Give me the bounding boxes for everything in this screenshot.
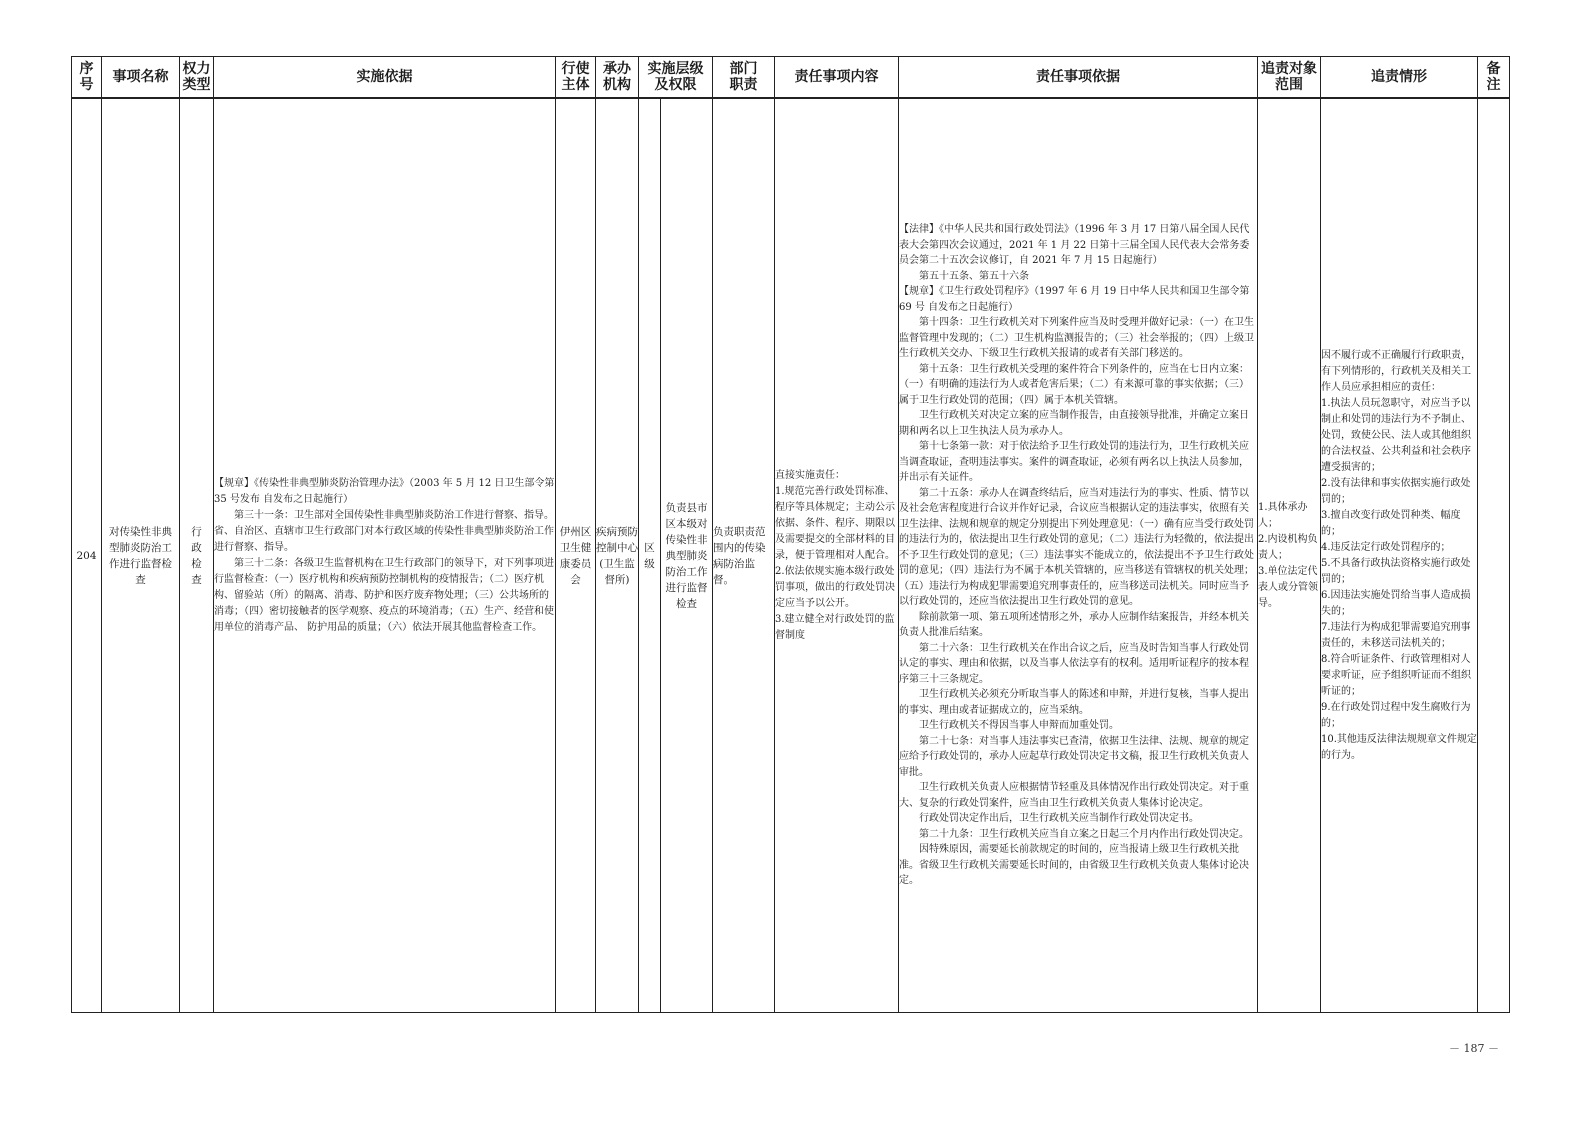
- resp-basis-paragraph: 第十五条：卫生行政机关受理的案件符合下列条件的，应当在七日内立案：（一）有明确的违法行为人或者危害后果；（二）有来源可靠的事实依据；（三）属于卫生行政处罚的范围；（四）属于本机关管辖。: [899, 363, 1249, 406]
- target-lines: [1258, 500, 1320, 612]
- cell-basis: [214, 98, 556, 1013]
- resp-content-line: 2.依法依规实施本级行政处罚事项，做出的行政处罚决定应当予以公开。: [775, 565, 895, 609]
- situation-line: 5.不具备行政执法资格实施行政处罚的；: [1321, 557, 1471, 585]
- resp-content-line: 3.建立健全对行政处罚的监督制度: [775, 613, 895, 641]
- cell-level-b: 负责县市区本级对传染性非典型肺炎防治工作进行监督检查: [661, 98, 713, 1013]
- cell-power-type: 行政检查: [180, 98, 214, 1013]
- resp-basis-paragraph: 第五十五条、第五十六条: [919, 270, 1029, 282]
- situation-line: 10.其他违反法律法规规章文件规定的行为。: [1321, 733, 1477, 761]
- resp-basis-paragraph: 第十四条：卫生行政机关对下列案件应当及时受理并做好记录：（一）在卫生监督管理中发现的；（二）卫生机构监测报告的；（三）社会举报的；（四）上级卫生行政机关交办、下级卫生行政机关报请的或者有关部门移送的。: [899, 317, 1254, 360]
- resp-basis-paragraph: 第二十七条：对当事人违法事实已查清，依据卫生法律、法规、规章的规定应给予行政处罚的，承办人应起草行政处罚决定书文稿，报卫生行政机关负责人审批。: [899, 735, 1249, 778]
- power-list-table: [71, 56, 1510, 1013]
- header-org: 承办机构: [596, 57, 639, 99]
- resp-basis-paragraph: 第二十六条：卫生行政机关在作出合议之后，应当及时告知当事人行政处罚认定的事实、理由和依据，以及当事人依法享有的权利。适用听证程序的按本程序第三十三条规定。: [899, 642, 1249, 685]
- cell-situation: [1321, 98, 1478, 1013]
- situation-line: 3.擅自改变行政处罚种类、幅度的；: [1321, 509, 1461, 537]
- situation-lines: [1321, 348, 1477, 764]
- target-line: 3.单位法定代表人或分管领导。: [1258, 565, 1318, 609]
- header-resp-content: 责任事项内容: [775, 57, 899, 99]
- header-power-type: 权力类型: [180, 57, 214, 99]
- situation-line: 7.违法行为构成犯罪需要追究刑事责任的，未移送司法机关的；: [1321, 621, 1471, 649]
- resp-content-line: 直接实施责任：: [775, 469, 845, 481]
- target-line: 1.具体承办人；: [1258, 501, 1308, 529]
- cell-seq: 204: [72, 98, 102, 1013]
- cell-resp-content: [775, 98, 899, 1013]
- header-remark: 备注: [1478, 57, 1510, 99]
- resp-basis-paragraph: 第二十九条：卫生行政机关应当自立案之日起三个月内作出行政处罚决定。: [919, 828, 1249, 840]
- resp-content-line: 1.规范完善行政处罚标准、程序等具体规定；主动公示依据、条件、程序、期限以及需要提交的全部材料的目录，便于管理相对人配合。: [775, 485, 895, 561]
- resp-basis-paragraphs: [899, 222, 1257, 889]
- cell-resp-basis: [899, 98, 1258, 1013]
- header-level: 实施层级及权限: [639, 57, 713, 99]
- table-row: [72, 98, 1510, 1013]
- header-situation: 追责情形: [1321, 57, 1478, 99]
- resp-basis-paragraph: 【规章】《卫生行政处罚程序》（1997 年 6 月 19 日中华人民共和国卫生部令第 69 号 自发布之日起施行）: [899, 286, 1250, 313]
- header-subject: 行使主体: [556, 57, 596, 99]
- cell-org: 疾病预防控制中心(卫生监督所): [596, 98, 639, 1013]
- resp-basis-paragraph: 第二十五条：承办人在调查终结后，应当对违法行为的事实、性质、情节以及社会危害程度进行合议并作好记录，合议应当根据认定的违法事实，依照有关卫生法律、法规和规章的规定分别提出下列处理意见：（一）确有应当受行政处罚的违法行为的，依法提出卫生行政处罚的意见；（二）违法行为轻微的，依法提出不予卫生行政处罚的意见；（三）违法事实不能成立的，依法提出不予卫生行政处罚的意见；（四）违法行为不属于本机关管辖的，应当移送有管辖权的机关处理；（五）违法行为构成犯罪需要追究刑事责任的，应当移送司法机关。同时应当予以行政处罚的，还应当依法提出卫生行政处罚的意见。: [899, 487, 1254, 608]
- resp-basis-paragraph: 因特殊原因，需要延长前款规定的时间的，应当报请上级卫生行政机关批准。省级卫生行政机关需要延长时间的，由省级卫生行政机关负责人集体讨论决定。: [899, 844, 1249, 887]
- resp-basis-paragraph: 【法律】《中华人民共和国行政处罚法》（1996 年 3 月 17 日第八届全国人民代表大会第四次会议通过，2021 年 1 月 22 日第十三届全国人民代表大会常务委员会第二十五次会议修订，自 2021 年 7 月 15 日起施行）: [899, 224, 1250, 267]
- resp-basis-paragraph: 除前款第一项、第五项所述情形之外，承办人应制作结案报告，并经本机关负责人批准后结案。: [899, 611, 1249, 639]
- header-dept: 部门职责: [713, 57, 775, 99]
- page-number: － 187 －: [1449, 1042, 1499, 1055]
- resp-basis-paragraph: 卫生行政机关对决定立案的应当制作报告，由直接领导批准，并确定立案日期和两名以上卫生执法人员为承办人。: [899, 410, 1249, 437]
- basis-paragraphs: [214, 476, 555, 636]
- header-target: 追责对象范围: [1258, 57, 1321, 99]
- situation-line: 1.执法人员玩忽职守，对应当予以制止和处罚的违法行为不予制止、处罚，致使公民、法人或其他组织的合法权益、公共利益和社会秩序遭受损害的；: [1321, 397, 1471, 473]
- situation-line: 因不履行或不正确履行行政职责，有下列情形的，行政机关及相关工作人员应承担相应的责任：: [1321, 349, 1471, 393]
- header-seq: 序号: [72, 57, 102, 99]
- resp-basis-paragraph: 行政处罚决定作出后，卫生行政机关应当制作行政处罚决定书。: [919, 813, 1199, 825]
- cell-dept: 负责职责范围内的传染病防治监督。: [713, 98, 775, 1013]
- situation-line: 6.因违法实施处罚给当事人造成损失的；: [1321, 589, 1471, 617]
- cell-remark: [1478, 98, 1510, 1013]
- resp-basis-paragraph: 第十七条第一款：对于依法给予卫生行政处罚的违法行为，卫生行政机关应当调查取证，查明违法事实。案件的调查取证，必须有两名以上执法人员参加，并出示有关证件。: [899, 441, 1249, 484]
- cell-target: [1258, 98, 1321, 1013]
- situation-line: 9.在行政处罚过程中发生腐败行为的；: [1321, 701, 1471, 729]
- resp-content-lines: [775, 468, 898, 644]
- situation-line: 2.没有法律和事实依据实施行政处罚的；: [1321, 477, 1471, 505]
- cell-level-a: 区级: [639, 98, 661, 1013]
- resp-basis-paragraph: 卫生行政机关不得因当事人申辩而加重处罚。: [919, 720, 1119, 732]
- basis-paragraph: 【规章】《传染性非典型肺炎防治管理办法》（2003 年 5 月 12 日卫生部令第 35 号发布 自发布之日起施行）: [214, 477, 555, 505]
- cell-subject: 伊州区卫生健康委员会: [556, 98, 596, 1013]
- basis-paragraph: 第三十一条：卫生部对全国传染性非典型肺炎防治工作进行督察、指导。省、自治区、直辖市卫生行政部门对本行政区域的传染性非典型肺炎防治工作进行督察、指导。: [214, 509, 554, 553]
- header-row: [72, 57, 1510, 99]
- basis-paragraph: 第三十二条：各级卫生监督机构在卫生行政部门的领导下，对下列事项进行监督检查：（一）医疗机构和疾病预防控制机构的疫情报告；（二）医疗机构、留验站（所）的隔离、消毒、防护和医疗废弃物处理；（三）公共场所的消毒；（四）密切接触者的医学观察、疫点的环境消毒；（五）生产、经营和使用单位的消毒产品、 防护用品的质量；（六）依法开展其他监督检查工作。: [214, 557, 554, 633]
- situation-line: 4.违反法定行政处罚程序的；: [1321, 541, 1451, 553]
- resp-basis-paragraph: 卫生行政机关负责人应根据情节轻重及具体情况作出行政处罚决定。对于重大、复杂的行政处罚案件，应当由卫生行政机关负责人集体讨论决定。: [899, 782, 1249, 809]
- header-name: 事项名称: [102, 57, 180, 99]
- header-basis: 实施依据: [214, 57, 556, 99]
- header-resp-basis: 责任事项依据: [899, 57, 1258, 99]
- situation-line: 8.符合听证条件、行政管理相对人要求听证，应予组织听证而不组织听证的；: [1321, 653, 1471, 697]
- target-line: 2.内设机构负责人；: [1258, 533, 1318, 561]
- resp-basis-paragraph: 卫生行政机关必须充分听取当事人的陈述和申辩，并进行复核，当事人提出的事实、理由或者证据成立的，应当采纳。: [899, 689, 1249, 716]
- cell-name: 对传染性非典型肺炎防治工作进行监督检查: [102, 98, 180, 1013]
